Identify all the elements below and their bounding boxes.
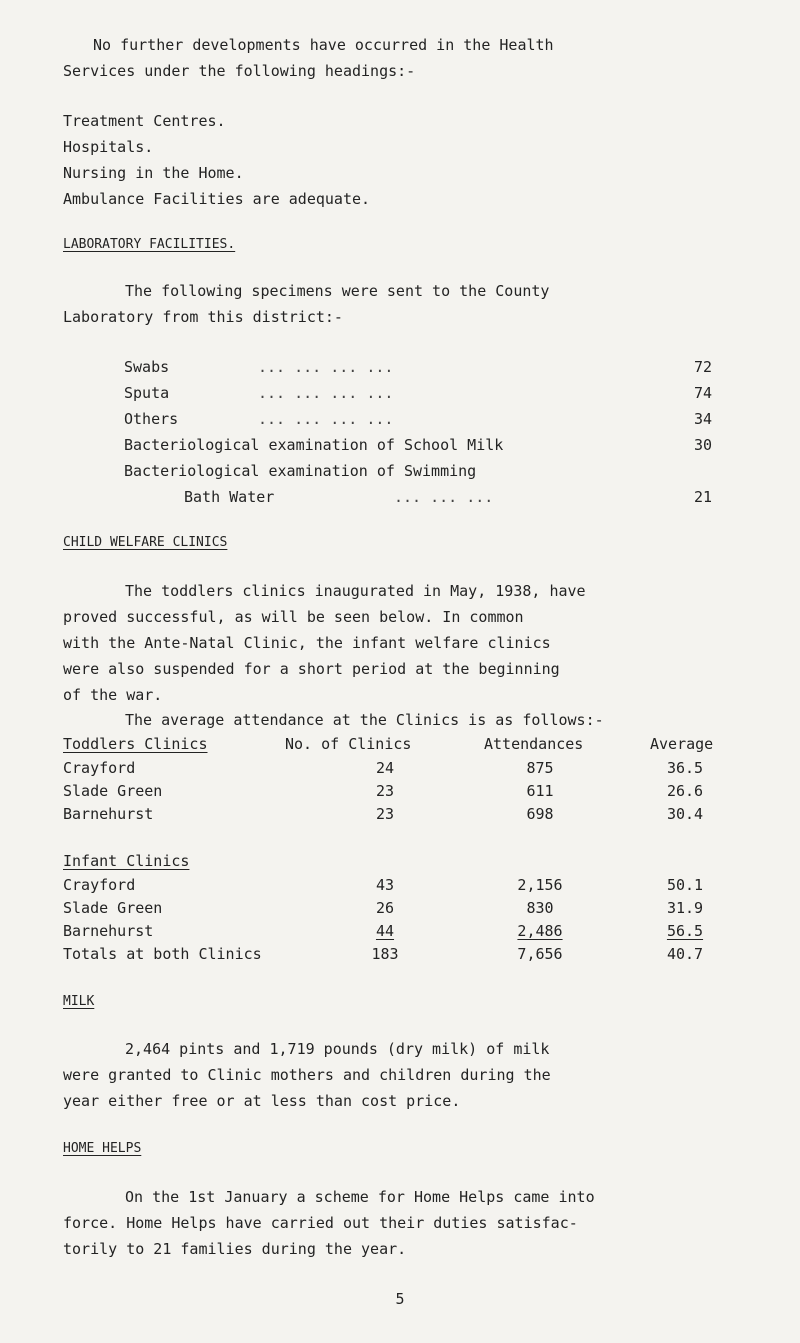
table-row-attendances: 698 xyxy=(526,805,554,823)
lab-swim-line-2: Bath Water xyxy=(184,488,275,506)
page-number: 5 xyxy=(395,1290,405,1308)
lab-row-label: Sputa xyxy=(124,384,170,402)
table-row-attendances: 2,486 xyxy=(517,922,563,940)
intro-item: Ambulance Facilities are adequate. xyxy=(63,190,371,208)
lab-swim-dots: ... ... ... xyxy=(394,488,494,506)
lab-row-label: Bacteriological examination of School Milk xyxy=(124,436,504,454)
lab-row-label: Swabs xyxy=(124,358,170,376)
home-helps-para: On the 1st January a scheme for Home Helps came into xyxy=(125,1188,595,1206)
table-row-clinics: 43 xyxy=(375,876,395,894)
child-welfare-para: of the war. xyxy=(63,686,163,704)
lab-row-value: 30 xyxy=(693,436,712,454)
table-row-clinics: 26 xyxy=(375,899,395,917)
table-header-attendances: Attendances xyxy=(484,735,584,753)
infant-heading: Infant Clinics xyxy=(63,852,190,870)
lab-row-dots: ... ... ... ... xyxy=(258,384,394,402)
table-row-average: 36.5 xyxy=(666,759,704,777)
table-row-attendances: 611 xyxy=(526,782,554,800)
table-row-name: Slade Green xyxy=(63,782,163,800)
child-welfare-heading: CHILD WELFARE CLINICS xyxy=(63,535,228,550)
milk-para: 2,464 pints and 1,719 pounds (dry milk) of milk xyxy=(125,1040,550,1058)
lab-row-dots: ... ... ... ... xyxy=(258,358,394,376)
intro-line-1: No further developments have occurred in the Health xyxy=(93,36,554,54)
table-row-clinics: 23 xyxy=(375,805,395,823)
milk-heading: MILK xyxy=(63,994,95,1009)
table-row-clinics: 44 xyxy=(375,922,395,940)
totals-average: 40.7 xyxy=(666,945,704,963)
laboratory-intro-2: Laboratory from this district:- xyxy=(63,308,343,326)
totals-name: Totals at both Clinics xyxy=(63,945,262,963)
child-welfare-para: proved successful, as will be seen below. In common xyxy=(63,608,524,626)
lab-row-value: 72 xyxy=(693,358,712,376)
child-welfare-para: The toddlers clinics inaugurated in May, 1938, have xyxy=(125,582,586,600)
lab-row-value: 34 xyxy=(693,410,712,428)
table-row-clinics: 23 xyxy=(375,782,395,800)
table-row-average: 26.6 xyxy=(666,782,704,800)
table-row-clinics: 24 xyxy=(375,759,395,777)
milk-para: were granted to Clinic mothers and children during the xyxy=(63,1066,551,1084)
totals-clinics: 183 xyxy=(371,945,399,963)
table-row-attendances: 830 xyxy=(526,899,554,917)
milk-para: year either free or at less than cost price. xyxy=(63,1092,461,1110)
table-row-attendances: 875 xyxy=(526,759,554,777)
intro-item: Hospitals. xyxy=(63,138,154,156)
intro-item: Nursing in the Home. xyxy=(63,164,244,182)
home-helps-heading: HOME HELPS xyxy=(63,1141,142,1156)
child-welfare-para: were also suspended for a short period at the beginning xyxy=(63,660,560,678)
lab-swim-value: 21 xyxy=(693,488,712,506)
table-header-clinics: No. of Clinics xyxy=(285,735,412,753)
home-helps-para: force. Home Helps have carried out their duties satisfac- xyxy=(63,1214,578,1232)
child-welfare-para: with the Ante-Natal Clinic, the infant welfare clinics xyxy=(63,634,551,652)
table-row-attendances: 2,156 xyxy=(517,876,563,894)
totals-attendances: 7,656 xyxy=(517,945,563,963)
lab-swim-line-1: Bacteriological examination of Swimming xyxy=(124,462,477,480)
table-row-average: 30.4 xyxy=(666,805,704,823)
table-row-average: 50.1 xyxy=(666,876,704,894)
laboratory-heading: LABORATORY FACILITIES. xyxy=(63,237,236,252)
table-row-name: Slade Green xyxy=(63,899,163,917)
lab-row-dots: ... ... ... ... xyxy=(258,410,394,428)
intro-line-2: Services under the following headings:- xyxy=(63,62,416,80)
table-row-average: 31.9 xyxy=(666,899,704,917)
table-row-name: Crayford xyxy=(63,759,136,777)
attendance-intro: The average attendance at the Clinics is as follows:- xyxy=(125,711,604,729)
table-row-average: 56.5 xyxy=(666,922,704,940)
table-row-name: Crayford xyxy=(63,876,136,894)
table-row-name: Barnehurst xyxy=(63,805,154,823)
table-row-name: Barnehurst xyxy=(63,922,154,940)
home-helps-para: torily to 21 families during the year. xyxy=(63,1240,407,1258)
table-header-toddlers: Toddlers Clinics xyxy=(63,735,208,753)
intro-item: Treatment Centres. xyxy=(63,112,226,130)
lab-row-value: 74 xyxy=(693,384,712,402)
laboratory-intro-1: The following specimens were sent to the County xyxy=(125,282,550,300)
lab-row-label: Others xyxy=(124,410,179,428)
table-header-average: Average xyxy=(650,735,714,753)
